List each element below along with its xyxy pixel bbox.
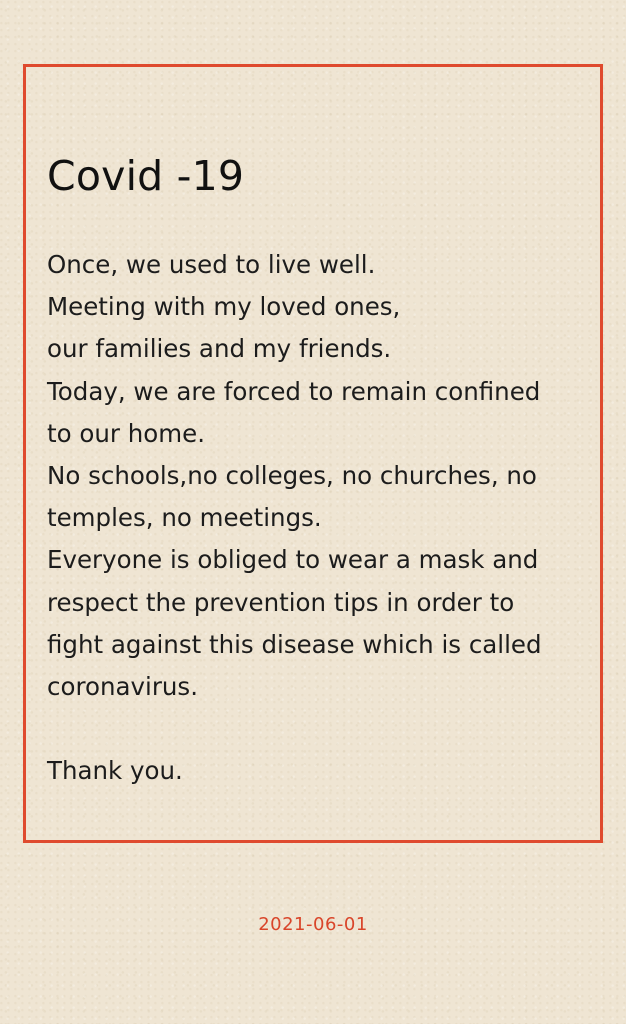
body-line: No schools,no colleges, no churches, no <box>47 461 537 491</box>
date-stamp: 2021-06-01 <box>258 914 368 935</box>
body-line: Meeting with my loved ones, <box>47 292 401 322</box>
body-line: Everyone is obliged to wear a mask and <box>47 545 539 575</box>
paragraph-spacer <box>47 708 587 750</box>
body-line: temples, no meetings. <box>47 503 322 533</box>
body-line: our families and my friends. <box>47 334 392 364</box>
body-line: fight against this disease which is called <box>47 629 542 659</box>
body-line: coronavirus. <box>47 672 198 702</box>
closing-line: Thank you. <box>47 756 183 786</box>
page-title: Covid -19 <box>47 152 245 200</box>
letter-body <box>47 244 587 793</box>
body-line: to our home. <box>47 418 206 448</box>
body-line: Today, we are forced to remain confined <box>47 376 541 406</box>
body-line: respect the prevention tips in order to <box>47 587 515 617</box>
body-line: Once, we used to live well. <box>47 250 376 279</box>
